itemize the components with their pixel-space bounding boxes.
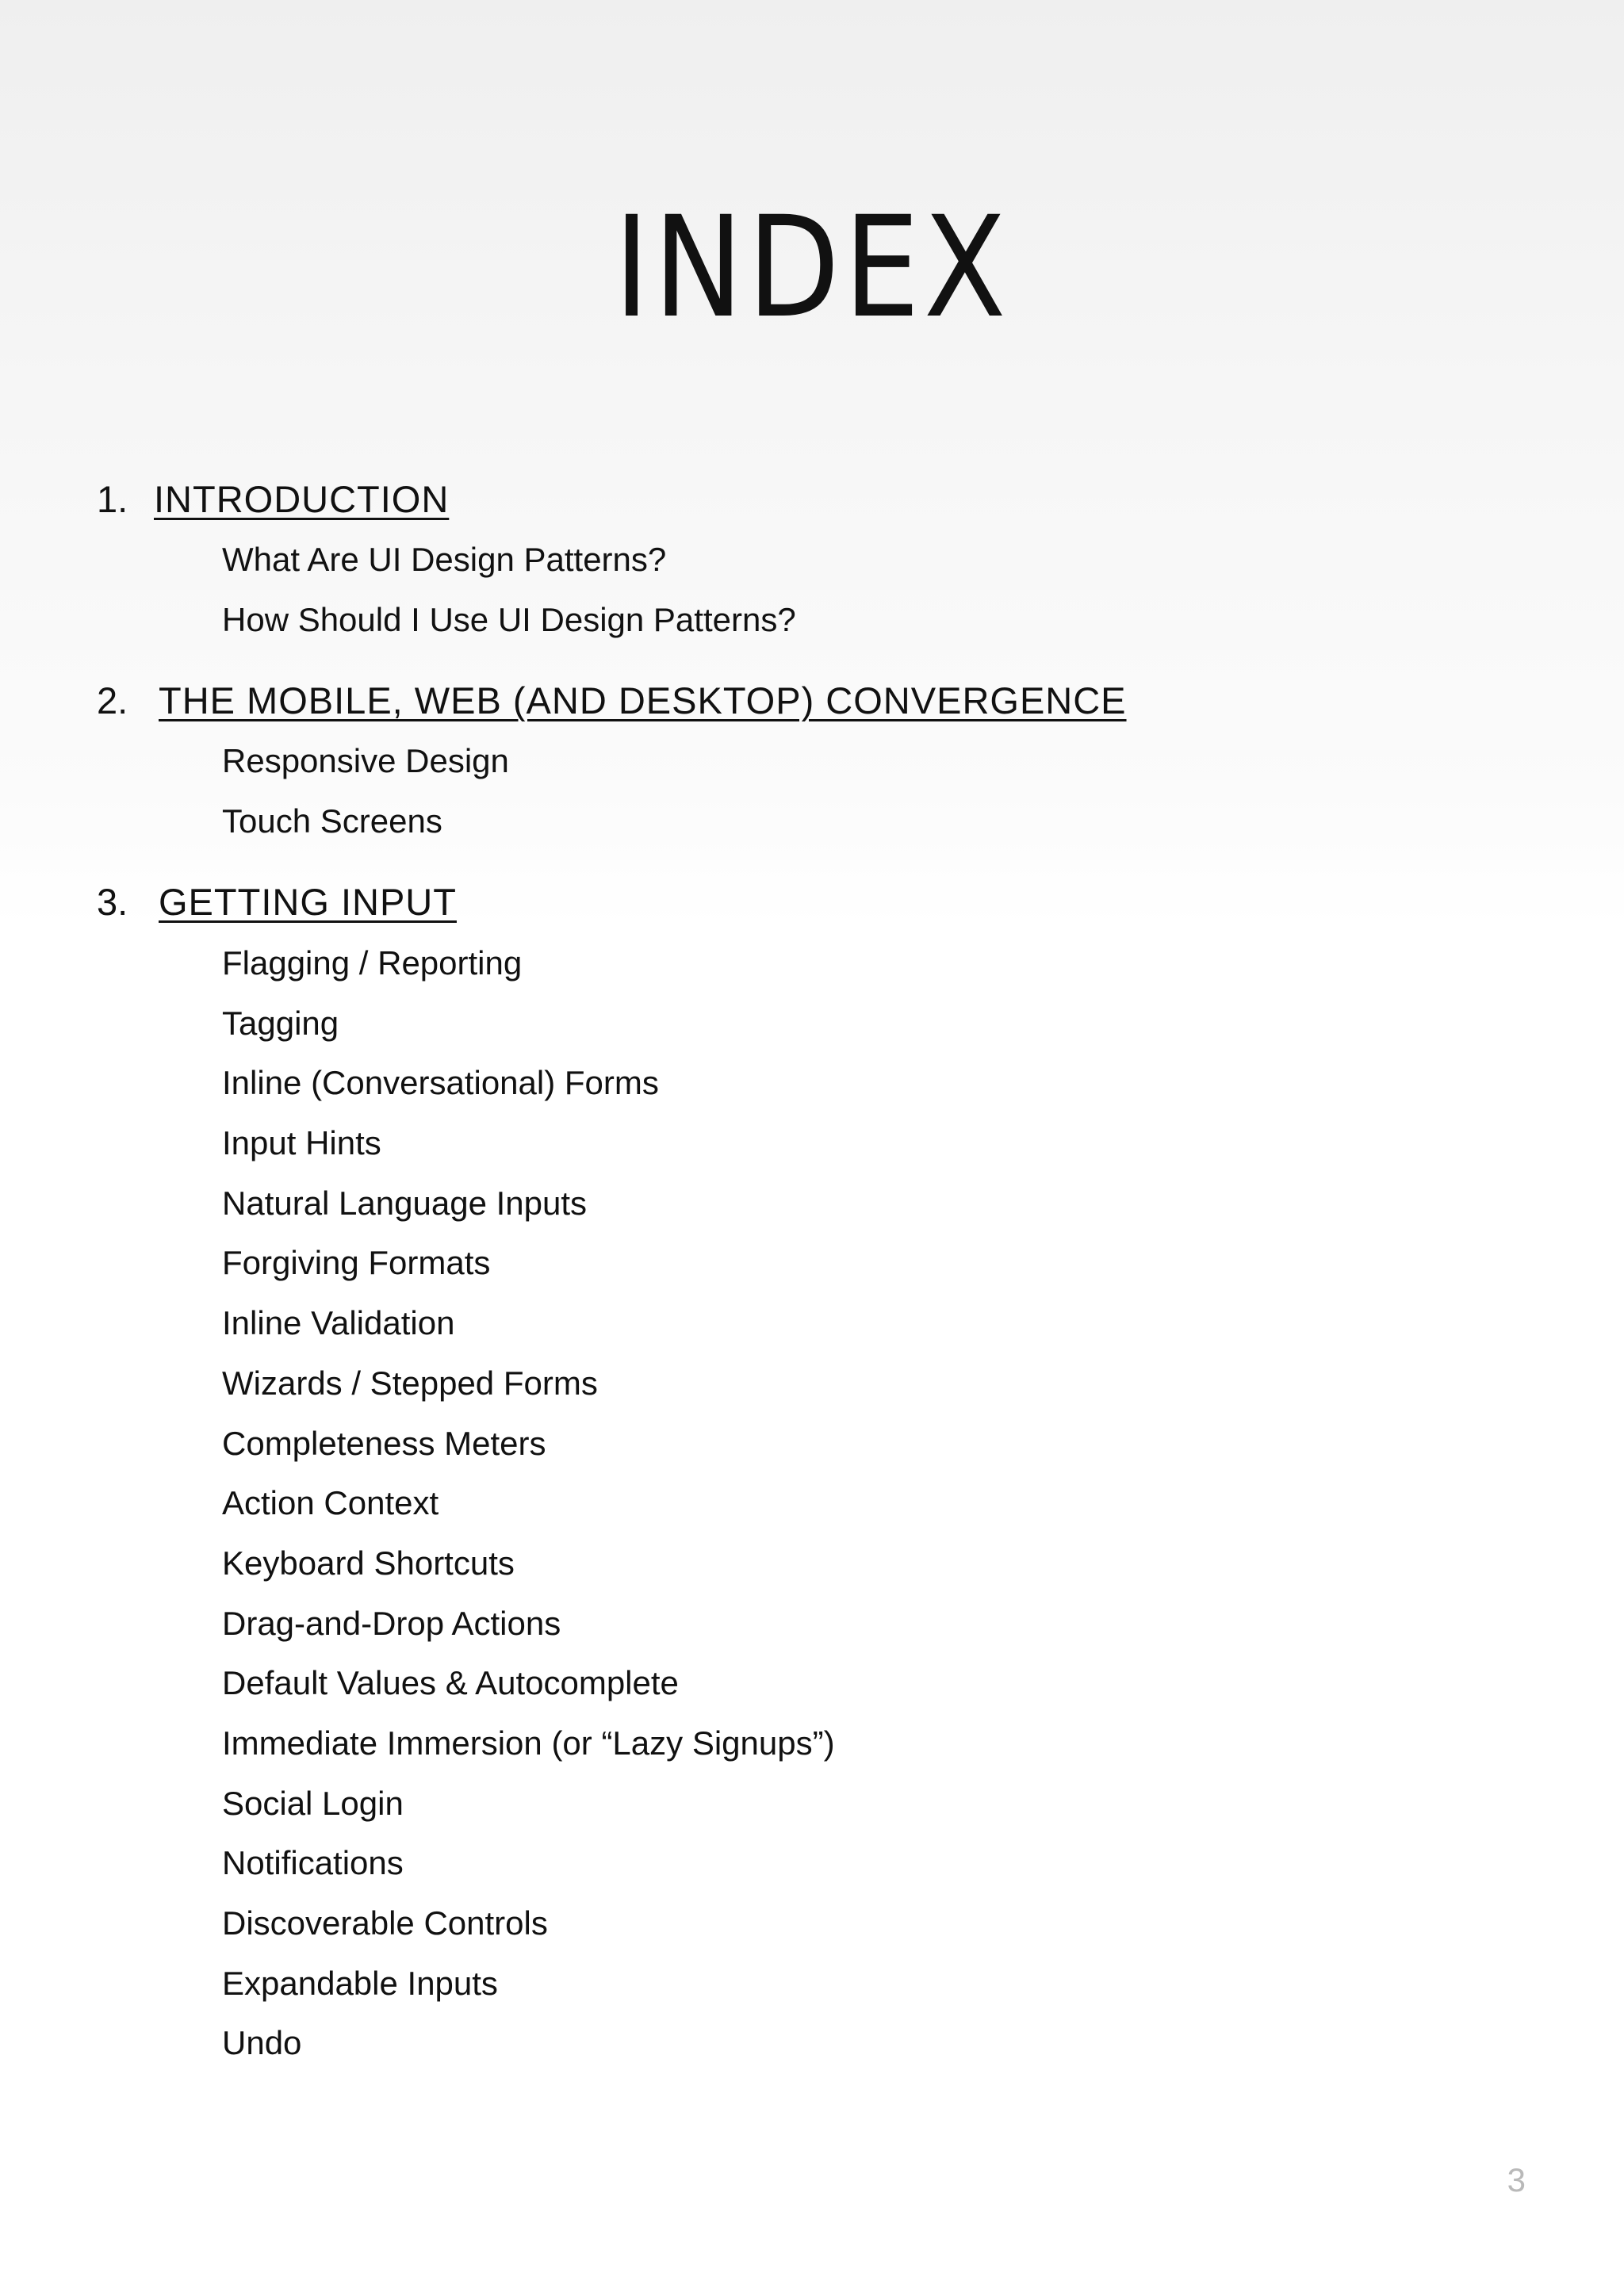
list-item[interactable]: Touch Screens <box>222 802 442 840</box>
list-item[interactable]: Social Login <box>222 1784 404 1822</box>
list-item[interactable]: Discoverable Controls <box>222 1904 548 1942</box>
list-item[interactable]: Responsive Design <box>222 742 509 779</box>
page-title: INDEX <box>614 186 1010 349</box>
list-item[interactable]: What Are UI Design Patterns? <box>222 541 667 578</box>
list-item[interactable]: How Should I Use UI Design Patterns? <box>222 600 796 638</box>
list-item[interactable]: Action Context <box>222 1484 439 1522</box>
section-item-list <box>222 536 796 656</box>
list-item[interactable]: Keyboard Shortcuts <box>222 1544 515 1582</box>
section-item-list <box>222 737 509 857</box>
section-title-link[interactable]: THE MOBILE, WEB (AND DESKTOP) CONVERGENCE <box>159 679 1127 721</box>
list-item[interactable]: Wizards / Stepped Forms <box>222 1364 598 1402</box>
list-item[interactable]: Completeness Meters <box>222 1424 546 1462</box>
section-number: 1. <box>97 478 128 520</box>
section-heading <box>97 878 457 926</box>
list-item[interactable]: Notifications <box>222 1844 404 1882</box>
list-item[interactable]: Forgiving Formats <box>222 1244 491 1282</box>
list-item[interactable]: Expandable Inputs <box>222 1964 498 2002</box>
list-item[interactable]: Tagging <box>222 1004 339 1042</box>
section-number: 2. <box>97 679 128 721</box>
list-item[interactable]: Default Values & Autocomplete <box>222 1664 679 1702</box>
section-number: 3. <box>97 881 128 923</box>
list-item[interactable]: Natural Language Inputs <box>222 1184 588 1222</box>
list-item[interactable]: Undo <box>222 2024 302 2062</box>
section-heading <box>97 476 449 523</box>
page-number: 3 <box>1507 2161 1526 2198</box>
section-title-link[interactable]: INTRODUCTION <box>154 478 450 520</box>
list-item[interactable]: Inline Validation <box>222 1304 455 1342</box>
section-item-list <box>222 939 835 2080</box>
list-item[interactable]: Input Hints <box>222 1124 381 1162</box>
list-item[interactable]: Inline (Conversational) Forms <box>222 1064 659 1102</box>
list-item[interactable]: Drag-and-Drop Actions <box>222 1604 561 1642</box>
list-item[interactable]: Flagging / Reporting <box>222 944 523 982</box>
section-heading <box>97 677 1127 725</box>
list-item[interactable]: Immediate Immersion (or “Lazy Signups”) <box>222 1724 835 1762</box>
section-title-link[interactable]: GETTING INPUT <box>159 881 457 923</box>
